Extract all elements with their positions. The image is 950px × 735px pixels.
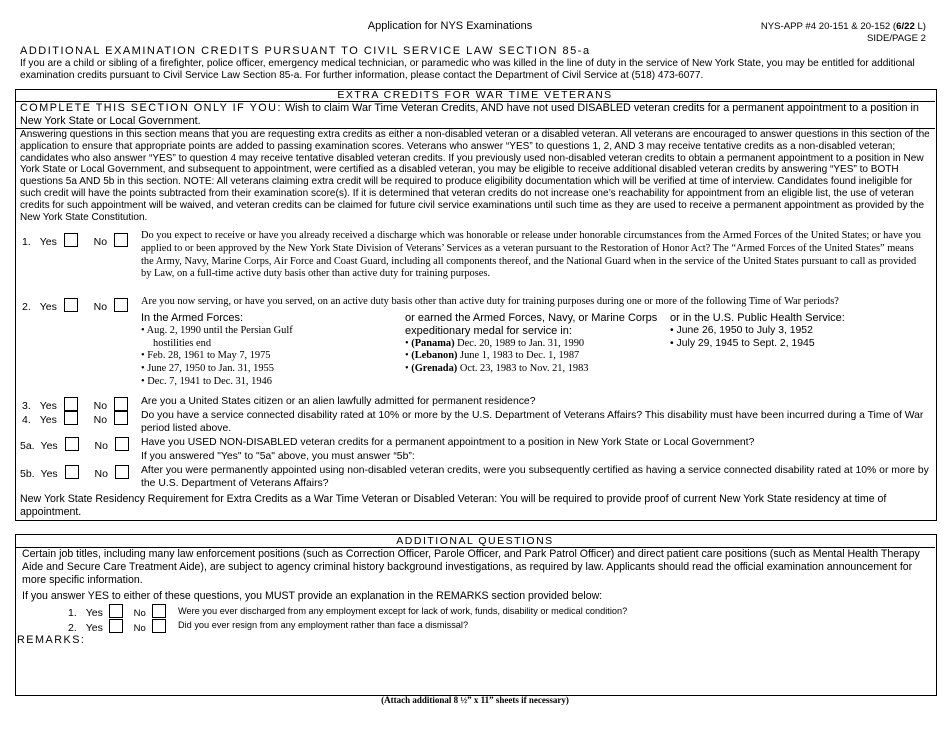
yes-label: Yes — [40, 440, 58, 452]
yes-label: Yes — [85, 622, 103, 634]
armed-forces-periods — [141, 312, 321, 389]
q3-yes-checkbox[interactable] — [64, 397, 78, 411]
residency-requirement: New York State Residency Requirement for Extra Credits as a War Time Veteran or Disabled Veteran: You will be required to provide proof of current New York State residency at time of appointment. — [20, 493, 887, 518]
expeditionary-periods — [405, 312, 665, 376]
yes-label: Yes — [39, 301, 57, 313]
q4-text: Do you have a service connected disability rated at 10% or more by the U.S. Department of Veterans Affairs? This disability must have been incurred during a Time of War period listed above. — [141, 410, 924, 434]
complete-section-text — [20, 102, 930, 128]
aq2-number: 2. — [68, 622, 77, 634]
period-item: • (Grenada) Oct. 23, 1983 to Nov. 21, 1983 — [405, 363, 589, 375]
form-title: Application for NYS Examinations — [367, 20, 533, 32]
aq2-text: Did you ever resign from any employment rather than face a dismissal? — [178, 620, 469, 630]
aq1-answers — [68, 604, 166, 619]
veterans-instructions: Answering questions in this section means that you are requesting extra credits as either a non-disabled veteran or a disabled veteran. All veterans are encouraged to answer questions in this section of the application to ensure that appropriate points are added to passing examination scores. Veterans who answer “YES” to questions 1, 2, AND 3 may receive tentative credits as a non-disabled veteran; candidates who also answer “YES” to question 4 may receive tentative disabled veteran credits. If you previously used non-disabled veteran credits to obtain a permanent appointment to a position in New York State or Local Government, and subsequent to appointment, were certified as a disabled veteran, you may be eligible to receive additional disabled veteran credits by answering “YES” to BOTH questions 5a AND 5b in this section. NOTE: All veterans claiming extra credit will be required to produce eligibility documentation which will be verified at time of interview. Candidates found ineligible for such credit will have the points subtracted from their examination score(s). If it is determined that veteran credits do not increase one’s reachability for appointment from an eligible list, the use of veteran credits for such appointment will be waived, and veteran credits can be claimed for future civil service examinations until such time as they are used to receive a permanent appointment as provided by the New York State Constitution. — [20, 129, 930, 223]
q2-answers — [22, 298, 128, 313]
period-item: • Feb. 28, 1961 to May 7, 1975 — [141, 350, 271, 362]
period-item: • July 29, 1945 to Sept. 2, 1945 — [670, 337, 815, 349]
veterans-title: EXTRA CREDITS FOR WAR TIME VETERANS — [337, 89, 613, 101]
period-item: • Aug. 2, 1990 until the Persian Gulf hostilities end — [141, 324, 293, 349]
additional-credits-heading: ADDITIONAL EXAMINATION CREDITS PURSUANT TO CIVIL SERVICE LAW SECTION 85-a — [20, 45, 591, 57]
yes-label: Yes — [39, 400, 57, 412]
form-number — [761, 21, 926, 45]
q3-answers — [22, 397, 128, 412]
period-item: • (Panama) Dec. 20, 1989 to Jan. 31, 1990 — [405, 337, 585, 349]
q5a-no-checkbox[interactable] — [115, 437, 129, 451]
complete-label: COMPLETE THIS SECTION ONLY IF YOU: — [20, 102, 282, 114]
q5a-answers — [20, 437, 129, 452]
q5a-number: 5a. — [20, 440, 35, 452]
no-label: No — [133, 608, 146, 619]
aq2-yes-checkbox[interactable] — [109, 619, 123, 633]
yes-label: Yes — [39, 414, 57, 426]
additional-questions-title: ADDITIONAL QUESTIONS — [396, 535, 554, 547]
period-item: • June 26, 1950 to July 3, 1952 — [670, 324, 813, 336]
no-label: No — [93, 414, 108, 426]
no-label: No — [94, 468, 108, 480]
form-number-suffix: L) — [914, 21, 926, 32]
q5b-text: After you were permanently appointed using non-disabled veteran credits, were you subsequently certified as having a service connected disability rated at 10% or more by the U.S. Department of Veterans Affairs? — [141, 465, 929, 489]
q1-no-checkbox[interactable] — [114, 233, 128, 247]
no-label: No — [133, 623, 146, 634]
yes-label: Yes — [85, 607, 103, 619]
no-label: No — [94, 440, 108, 452]
q5b-yes-checkbox[interactable] — [65, 465, 79, 479]
remarks-label: REMARKS: — [17, 634, 86, 646]
aq1-yes-checkbox[interactable] — [109, 604, 123, 618]
public-health-periods — [670, 312, 900, 350]
armed-forces-heading: In the Armed Forces: — [141, 312, 244, 324]
q5a-subtext: If you answered "Yes" to "5a" above, you must answer “5b”: — [141, 451, 415, 462]
form-number-prefix: NYS-APP #4 20-151 & 20-152 ( — [760, 21, 897, 32]
period-item: • June 27, 1950 to Jan. 31, 1955 — [141, 363, 274, 375]
q3-number: 3. — [22, 400, 31, 412]
no-label: No — [93, 400, 108, 412]
no-label: No — [93, 236, 108, 248]
q4-answers — [22, 411, 128, 426]
yes-label: Yes — [40, 468, 58, 480]
q4-number: 4. — [22, 414, 31, 426]
aq1-no-checkbox[interactable] — [152, 604, 166, 618]
remarks-area[interactable] — [17, 646, 933, 692]
period-item: • (Lebanon) June 1, 1983 to Dec. 1, 1987 — [405, 350, 580, 362]
attach-sheets-note: (Attach additional 8 ½” x 11” sheets if necessary) — [381, 695, 569, 705]
additional-questions-intro: Certain job titles, including many law enforcement positions (such as Correction Officer, Parole Officer, and Park Patrol Officer) and direct patient care positions (such as Mental Health Therapy Aide and Secure Care Treatment Aide), are subject to agency criminal history background investigations, as required by law. Applicants should read the official examination announcement for more specific information. — [22, 548, 920, 586]
q3-no-checkbox[interactable] — [114, 397, 128, 411]
q5b-no-checkbox[interactable] — [115, 465, 129, 479]
complete-text: Wish to claim War Time Veteran Credits, AND have not used DISABLED veteran credits for a permanent appointment to a position in New York State or Local Government. — [20, 102, 919, 127]
q2-no-checkbox[interactable] — [114, 298, 128, 312]
yes-label: Yes — [39, 236, 57, 248]
expeditionary-heading: or earned the Armed Forces, Navy, or Marine Corps expeditionary medal for service in: — [405, 312, 658, 337]
q1-answers — [22, 233, 128, 248]
additional-credits-text: If you are a child or sibling of a firefighter, police officer, emergency medical technician, or paramedic who was killed in the line of duty in the service of New York State, you may be entitled for additional examination credits pursuant to Civil Service Law Section 85-a. For further information, please contact the Department of Civil Service at (518) 473-6077. — [20, 58, 915, 82]
q4-yes-checkbox[interactable] — [64, 411, 78, 425]
q5a-text: Have you USED NON-DISABLED veteran credits for a permanent appointment to a position in New York State or Local Government? — [141, 437, 755, 448]
q2-yes-checkbox[interactable] — [64, 298, 78, 312]
aq1-text: Were you ever discharged from any employment except for lack of work, funds, disability or medical condition? — [178, 606, 628, 616]
period-item: • Dec. 7, 1941 to Dec. 31, 1946 — [141, 375, 272, 387]
additional-questions-instruction: If you answer YES to either of these questions, you MUST provide an explanation in the REMARKS section provided below: — [22, 590, 603, 602]
q4-no-checkbox[interactable] — [114, 411, 128, 425]
aq2-answers — [68, 619, 166, 634]
q2-text: Are you now serving, or have you served, on an active duty basis other than active duty for training purposes during one or more of the following Time of War periods? — [141, 296, 839, 307]
q5a-yes-checkbox[interactable] — [65, 437, 79, 451]
side-page: SIDE/PAGE 2 — [866, 33, 926, 44]
public-health-heading: or in the U.S. Public Health Service: — [670, 312, 845, 324]
q5b-number: 5b. — [20, 468, 35, 480]
q1-number: 1. — [22, 236, 31, 248]
q3-text: Are you a United States citizen or an alien lawfully admitted for permanent residence? — [141, 396, 536, 407]
aq2-no-checkbox[interactable] — [152, 619, 166, 633]
q1-text: Do you expect to receive or have you already received a discharge which was honorable or release under honorable circumstances from the Armed Forces of the United States; or have you applied to or been approved by the New York State Division of Veterans’ Services as a veteran pursuant to the Restoration of Honor Act? The “Armed Forces of the United States” means the Army, Navy, Marine Corps, Air Force and Coast Guard, including all components thereof, and the National Guard when in the service of the United States pursuant to call as provided by Law, on a full-time active duty basis other than active duty for training purposes. — [141, 230, 921, 280]
q5b-answers — [20, 465, 129, 480]
form-date: 6/22 — [896, 21, 915, 32]
q1-yes-checkbox[interactable] — [64, 233, 78, 247]
aq1-number: 1. — [68, 607, 77, 619]
no-label: No — [93, 301, 108, 313]
q2-number: 2. — [22, 301, 31, 313]
